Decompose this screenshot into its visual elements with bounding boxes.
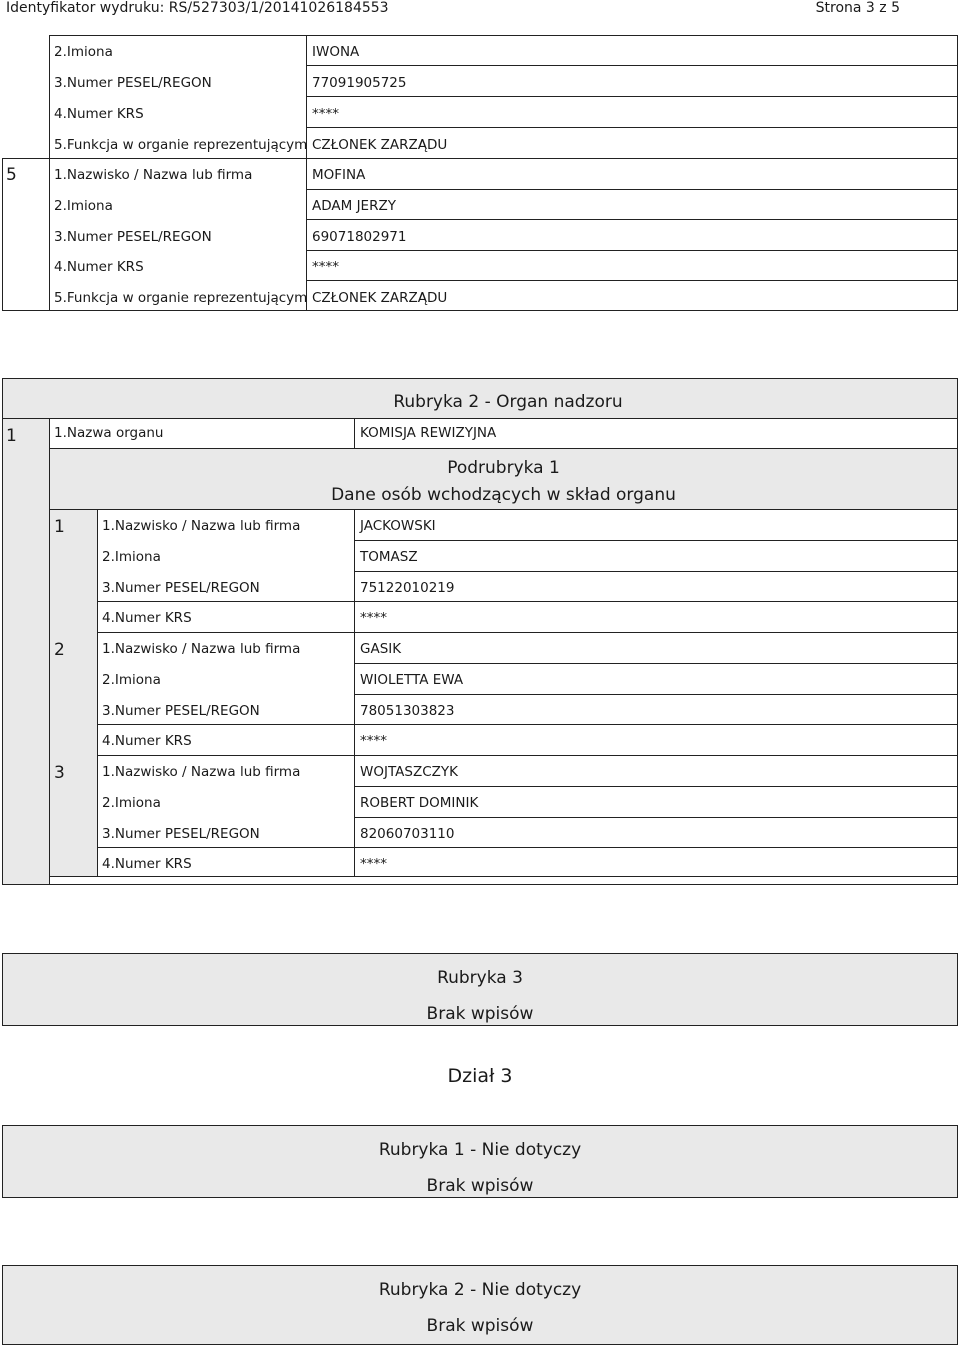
empty-notice: Brak wpisów (426, 1176, 534, 1196)
field-value: WOJTASZCZYK (360, 764, 458, 780)
field-value: GASIK (360, 641, 402, 657)
field-label: 2.Imiona (54, 44, 113, 60)
field-value: KOMISJA REWIZYJNA (360, 425, 497, 441)
dzial-3-rubryka-2-box (2, 1265, 958, 1345)
field-value: WIOLETTA EWA (360, 672, 464, 688)
field-label: 4.Numer KRS (54, 259, 144, 275)
field-value: 78051303823 (360, 703, 455, 719)
field-value: **** (312, 259, 339, 275)
field-label: 1.Nazwisko / Nazwa lub firma (102, 764, 301, 780)
field-label: 3.Numer PESEL/REGON (54, 75, 212, 91)
field-value: **** (360, 856, 387, 872)
field-value: 77091905725 (312, 75, 407, 91)
field-label: 3.Numer PESEL/REGON (102, 826, 260, 842)
entry-number: 1 (54, 517, 65, 537)
field-value: 69071802971 (312, 229, 407, 245)
field-value: JACKOWSKI (360, 518, 436, 534)
field-value: ADAM JERZY (312, 198, 396, 214)
field-label: 2.Imiona (102, 672, 161, 688)
field-label: 2.Imiona (102, 795, 161, 811)
field-label: 3.Numer PESEL/REGON (102, 580, 260, 596)
entry-number: 3 (54, 763, 65, 783)
print-identifier: Identyfikator wydruku: RS/527303/1/20141026184553 (6, 0, 389, 16)
entry-number: 1 (6, 426, 17, 446)
field-value: CZŁONEK ZARZĄDU (312, 290, 448, 306)
section-title: Rubryka 2 - Organ nadzoru (393, 392, 623, 412)
field-label: 5.Funkcja w organie reprezentującym (54, 290, 308, 306)
field-label: 1.Nazwisko / Nazwa lub firma (102, 518, 301, 534)
entry-number: 2 (54, 640, 65, 660)
field-label: 1.Nazwisko / Nazwa lub firma (54, 167, 253, 183)
field-value: 82060703110 (360, 826, 455, 842)
field-value: IWONA (312, 44, 360, 60)
empty-notice: Brak wpisów (426, 1004, 534, 1024)
page-number: Strona 3 z 5 (815, 0, 900, 16)
field-label: 1.Nazwisko / Nazwa lub firma (102, 641, 301, 657)
empty-notice: Brak wpisów (426, 1316, 534, 1336)
field-label: 2.Imiona (102, 549, 161, 565)
section-title: Rubryka 1 - Nie dotyczy (378, 1140, 582, 1160)
field-label: 3.Numer PESEL/REGON (102, 703, 260, 719)
field-label: 1.Nazwa organu (54, 425, 164, 441)
field-label: 3.Numer PESEL/REGON (54, 229, 212, 245)
chapter-title: Dział 3 (447, 1065, 513, 1087)
field-label: 4.Numer KRS (102, 733, 192, 749)
rubryka-3-box (2, 953, 958, 1026)
entry-number: 5 (6, 165, 17, 185)
section-title: Rubryka 2 - Nie dotyczy (378, 1280, 582, 1300)
subsection-title: Podrubryka 1 (447, 458, 560, 478)
field-value: **** (360, 733, 387, 749)
field-value: MOFINA (312, 167, 366, 183)
dzial-3-rubryka-1-box (2, 1125, 958, 1198)
field-label: 4.Numer KRS (54, 106, 144, 122)
field-value: TOMASZ (360, 549, 418, 565)
field-value: 75122010219 (360, 580, 455, 596)
field-label: 5.Funkcja w organie reprezentującym (54, 137, 308, 153)
section-title: Rubryka 3 (437, 968, 523, 988)
field-value: **** (360, 610, 387, 626)
field-label: 4.Numer KRS (102, 610, 192, 626)
field-value: **** (312, 106, 339, 122)
field-value: ROBERT DOMINIK (360, 795, 479, 811)
subsection-subtitle: Dane osób wchodzących w skład organu (331, 485, 676, 505)
field-label: 4.Numer KRS (102, 856, 192, 872)
field-label: 2.Imiona (54, 198, 113, 214)
field-value: CZŁONEK ZARZĄDU (312, 137, 448, 153)
